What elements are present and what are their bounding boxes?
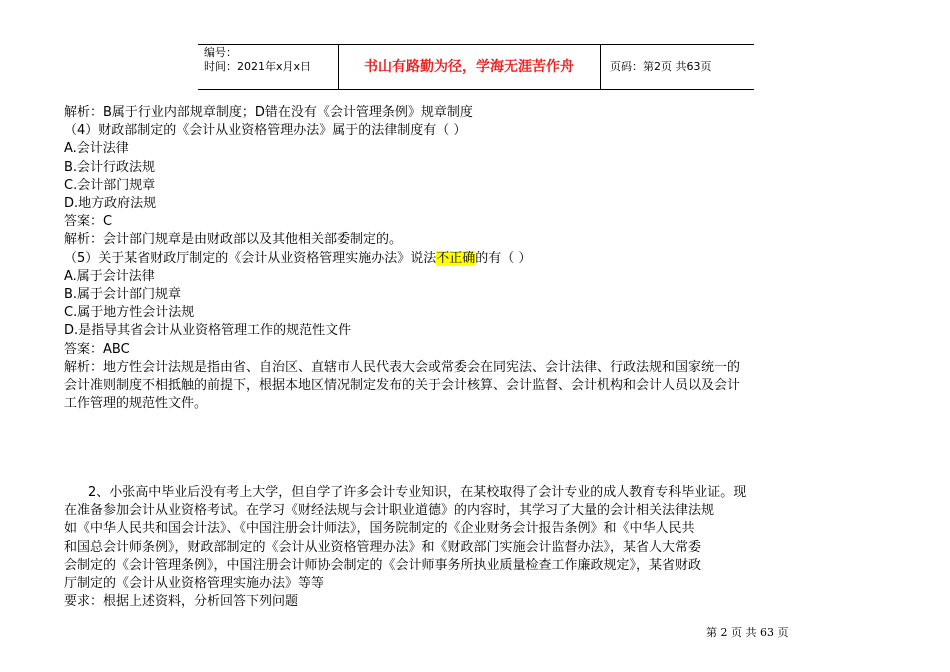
- option-d: D.地方政府法规: [64, 196, 157, 212]
- header-time: 时间：2021年x月x日: [204, 60, 312, 73]
- case-paragraph-line: 在准备参加会计从业资格考试。在学习《财经法规与会计职业道德》的内容时，其学习了大量的会计相关法律法规: [64, 503, 715, 519]
- header-number-label: 编号：: [204, 46, 237, 59]
- answer-line: 答案：C: [64, 214, 113, 230]
- option-c: C.会计部门规章: [64, 177, 156, 193]
- case-paragraph-line: 会制定的《会计管理条例》，中国注册会计师协会制定的《会计师事务所执业质量检查工作廉政规定》，某省财政: [64, 557, 702, 573]
- header-page-code: 页码：第2页 共63页: [610, 60, 712, 73]
- page-header: [198, 44, 754, 90]
- requirement-line: 要求：根据上述资料，分析回答下列问题: [64, 594, 299, 610]
- analysis-line: 会计准则制度不相抵触的前提下，根据本地区情况制定发布的关于会计核算、会计监督、会计机构和会计人员以及会计: [64, 378, 741, 394]
- option-d: D.是指导其省会计从业资格管理工作的规范性文件: [64, 323, 352, 339]
- case-paragraph-line: 和国总会计师条例》，财政部制定的《会计从业资格管理办法》和《财政部门实施会计监督办法》，某省人大常委: [64, 539, 702, 555]
- answer-line: 答案：ABC: [64, 341, 130, 357]
- highlighted-text: 不正确: [436, 250, 476, 266]
- question-5-text: （5）关于某省财政厅制定的《会计从业资格管理实施办法》说法: [64, 250, 437, 266]
- question-body: [64, 104, 894, 413]
- option-a: A.属于会计法律: [64, 268, 155, 284]
- option-a: A.会计法律: [64, 141, 129, 157]
- page-footer: 第 2 页 共 63 页: [706, 626, 789, 639]
- option-c: C.属于地方性会计法规: [64, 305, 195, 321]
- case-paragraph-line: 2、小张高中毕业后没有考上大学，但自学了许多会计专业知识，在某校取得了会计专业的成人教育专科毕业证。现: [88, 485, 747, 500]
- header-motto: 书山有路勤为径，学海无涯苦作舟: [338, 45, 601, 89]
- option-b: B.会计行政法规: [64, 159, 156, 175]
- case-paragraph-line: 厅制定的《会计从业资格管理实施办法》等等: [64, 576, 325, 592]
- question-4: （4）财政部制定的《会计从业资格管理办法》属于的法律制度有（ ）: [64, 123, 467, 139]
- analysis-line: 工作管理的规范性文件。: [64, 396, 208, 412]
- question-5: [64, 250, 894, 268]
- case-paragraph-line: 如《中华人民共和国会计法》、《中国注册会计师法》，国务院制定的《企业财务会计报告条例》和《中华人民共: [64, 521, 695, 537]
- analysis-line: 解析：会计部门规章是由财政部以及其他相关部委制定的。: [64, 232, 403, 248]
- option-b: B.属于会计部门规章: [64, 287, 182, 303]
- analysis-line: 解析：B属于行业内部规章制度；D错在没有《会计管理条例》规章制度: [64, 105, 473, 120]
- header-meta-cell: [198, 45, 339, 89]
- question-5-tail: 的有（ ）: [475, 250, 532, 266]
- case-study: [64, 484, 894, 611]
- analysis-line: 解析：地方性会计法规是指由省、自治区、直辖市人民代表大会或常委会在同宪法、会计法律、行政法规和国家统一的: [64, 359, 741, 375]
